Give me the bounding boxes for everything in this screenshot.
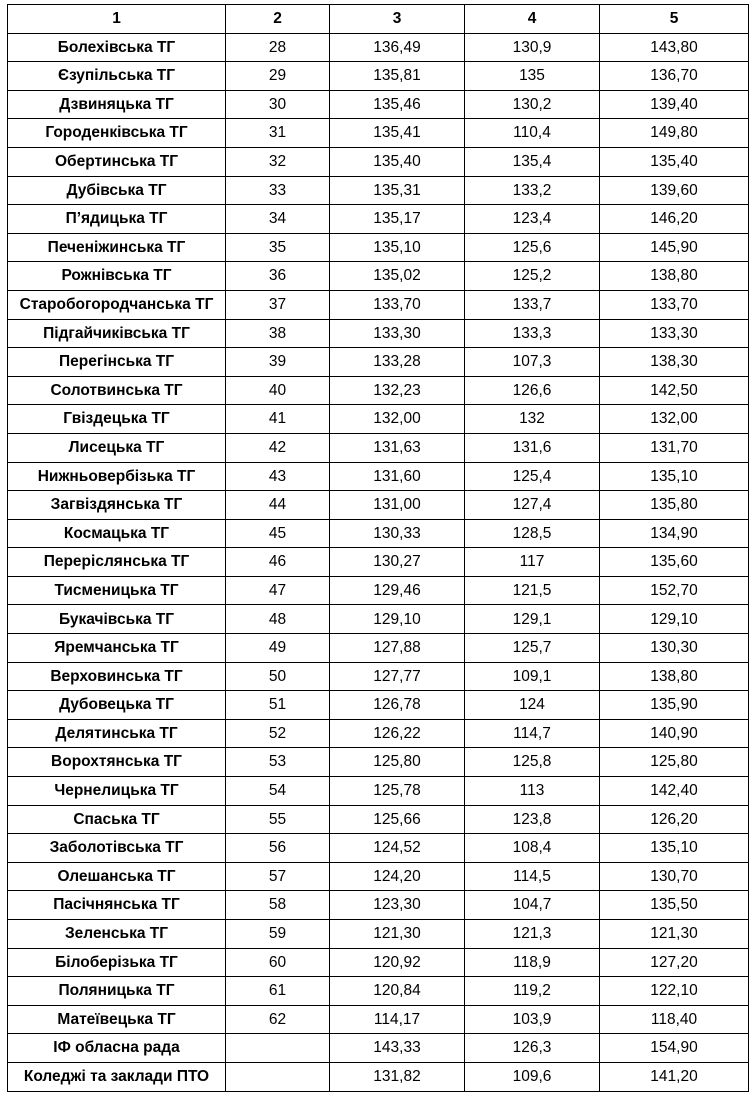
rank-cell: 53	[226, 748, 330, 777]
value-cell-5: 132,00	[600, 405, 749, 434]
value-cell-4: 109,6	[465, 1062, 600, 1091]
value-cell-4: 118,9	[465, 948, 600, 977]
community-name-cell: Дубовецька ТГ	[8, 691, 226, 720]
rank-cell: 42	[226, 433, 330, 462]
value-cell-3: 135,46	[330, 90, 465, 119]
value-cell-4: 123,8	[465, 805, 600, 834]
community-name-cell: Делятинська ТГ	[8, 719, 226, 748]
data-table	[7, 4, 749, 1092]
value-cell-5: 134,90	[600, 519, 749, 548]
column-header-2: 2	[226, 5, 330, 34]
table-row	[8, 748, 749, 777]
value-cell-3: 135,02	[330, 262, 465, 291]
table-row	[8, 948, 749, 977]
value-cell-5: 146,20	[600, 205, 749, 234]
rank-cell: 60	[226, 948, 330, 977]
community-name-cell: Печеніжинська ТГ	[8, 233, 226, 262]
value-cell-4: 125,6	[465, 233, 600, 262]
rank-cell: 62	[226, 1005, 330, 1034]
rank-cell: 52	[226, 719, 330, 748]
table-row	[8, 233, 749, 262]
value-cell-3: 135,41	[330, 119, 465, 148]
community-name-cell: Старобогородчанська ТГ	[8, 290, 226, 319]
value-cell-4: 125,7	[465, 634, 600, 663]
rank-cell: 54	[226, 777, 330, 806]
value-cell-5: 135,10	[600, 462, 749, 491]
community-name-cell: Коледжі та заклади ПТО	[8, 1062, 226, 1091]
value-cell-4: 110,4	[465, 119, 600, 148]
community-name-cell: Солотвинська ТГ	[8, 376, 226, 405]
value-cell-4: 109,1	[465, 662, 600, 691]
value-cell-5: 139,40	[600, 90, 749, 119]
community-name-cell: Олешанська ТГ	[8, 862, 226, 891]
rank-cell: 39	[226, 348, 330, 377]
table-row	[8, 1005, 749, 1034]
community-name-cell: Рожнівська ТГ	[8, 262, 226, 291]
value-cell-4: 125,4	[465, 462, 600, 491]
value-cell-3: 131,63	[330, 433, 465, 462]
value-cell-4: 126,3	[465, 1034, 600, 1063]
table-row	[8, 376, 749, 405]
value-cell-5: 130,30	[600, 634, 749, 663]
community-name-cell: Верховинська ТГ	[8, 662, 226, 691]
value-cell-3: 135,10	[330, 233, 465, 262]
value-cell-5: 135,90	[600, 691, 749, 720]
value-cell-4: 123,4	[465, 205, 600, 234]
value-cell-5: 129,10	[600, 605, 749, 634]
table-row	[8, 348, 749, 377]
value-cell-3: 130,27	[330, 548, 465, 577]
rank-cell: 40	[226, 376, 330, 405]
community-name-cell: Букачівська ТГ	[8, 605, 226, 634]
community-name-cell: Єзупільська ТГ	[8, 62, 226, 91]
value-cell-5: 118,40	[600, 1005, 749, 1034]
value-cell-4: 117	[465, 548, 600, 577]
value-cell-5: 149,80	[600, 119, 749, 148]
value-cell-5: 152,70	[600, 576, 749, 605]
rank-cell: 57	[226, 862, 330, 891]
value-cell-4: 114,5	[465, 862, 600, 891]
community-name-cell: Обертинська ТГ	[8, 147, 226, 176]
data-table-container	[7, 4, 748, 1092]
value-cell-4: 104,7	[465, 891, 600, 920]
value-cell-3: 125,80	[330, 748, 465, 777]
value-cell-4: 133,7	[465, 290, 600, 319]
rank-cell: 46	[226, 548, 330, 577]
table-row	[8, 290, 749, 319]
rank-cell: 50	[226, 662, 330, 691]
value-cell-5: 135,10	[600, 834, 749, 863]
value-cell-5: 122,10	[600, 977, 749, 1006]
value-cell-5: 138,80	[600, 262, 749, 291]
value-cell-3: 131,60	[330, 462, 465, 491]
value-cell-5: 139,60	[600, 176, 749, 205]
community-name-cell: Підгайчиківська ТГ	[8, 319, 226, 348]
value-cell-3: 124,52	[330, 834, 465, 863]
value-cell-3: 143,33	[330, 1034, 465, 1063]
community-name-cell: Переріслянська ТГ	[8, 548, 226, 577]
value-cell-5: 140,90	[600, 719, 749, 748]
table-row	[8, 605, 749, 634]
table-row	[8, 634, 749, 663]
community-name-cell: Пасічнянська ТГ	[8, 891, 226, 920]
value-cell-3: 133,30	[330, 319, 465, 348]
value-cell-5: 121,30	[600, 920, 749, 949]
rank-cell: 44	[226, 491, 330, 520]
value-cell-5: 141,20	[600, 1062, 749, 1091]
value-cell-5: 142,50	[600, 376, 749, 405]
rank-cell: 56	[226, 834, 330, 863]
rank-cell: 36	[226, 262, 330, 291]
community-name-cell: Загвіздянська ТГ	[8, 491, 226, 520]
rank-cell: 35	[226, 233, 330, 262]
table-row	[8, 462, 749, 491]
table-row	[8, 834, 749, 863]
table-row	[8, 977, 749, 1006]
rank-cell: 43	[226, 462, 330, 491]
value-cell-5: 143,80	[600, 33, 749, 62]
value-cell-4: 125,2	[465, 262, 600, 291]
column-header-4: 4	[465, 5, 600, 34]
value-cell-4: 127,4	[465, 491, 600, 520]
community-name-cell: Яремчанська ТГ	[8, 634, 226, 663]
value-cell-3: 124,20	[330, 862, 465, 891]
value-cell-4: 131,6	[465, 433, 600, 462]
value-cell-5: 142,40	[600, 777, 749, 806]
column-header-5: 5	[600, 5, 749, 34]
community-name-cell: Спаська ТГ	[8, 805, 226, 834]
community-name-cell: Матеївецька ТГ	[8, 1005, 226, 1034]
value-cell-4: 128,5	[465, 519, 600, 548]
value-cell-3: 131,00	[330, 491, 465, 520]
rank-cell: 30	[226, 90, 330, 119]
value-cell-4: 135	[465, 62, 600, 91]
value-cell-3: 127,77	[330, 662, 465, 691]
value-cell-4: 133,2	[465, 176, 600, 205]
value-cell-4: 103,9	[465, 1005, 600, 1034]
value-cell-5: 133,30	[600, 319, 749, 348]
value-cell-3: 120,92	[330, 948, 465, 977]
value-cell-3: 123,30	[330, 891, 465, 920]
value-cell-4: 124	[465, 691, 600, 720]
value-cell-3: 136,49	[330, 33, 465, 62]
column-header-3: 3	[330, 5, 465, 34]
value-cell-3: 127,88	[330, 634, 465, 663]
value-cell-4: 125,8	[465, 748, 600, 777]
table-row	[8, 433, 749, 462]
value-cell-3: 135,17	[330, 205, 465, 234]
table-row	[8, 1034, 749, 1063]
value-cell-5: 126,20	[600, 805, 749, 834]
value-cell-4: 135,4	[465, 147, 600, 176]
table-row	[8, 662, 749, 691]
table-row	[8, 691, 749, 720]
value-cell-5: 135,60	[600, 548, 749, 577]
value-cell-3: 135,40	[330, 147, 465, 176]
rank-cell: 58	[226, 891, 330, 920]
table-header	[8, 5, 749, 34]
value-cell-3: 126,78	[330, 691, 465, 720]
table-row	[8, 319, 749, 348]
community-name-cell: Дзвиняцька ТГ	[8, 90, 226, 119]
rank-cell: 41	[226, 405, 330, 434]
rank-cell: 34	[226, 205, 330, 234]
rank-cell: 33	[226, 176, 330, 205]
value-cell-4: 108,4	[465, 834, 600, 863]
community-name-cell: П’ядицька ТГ	[8, 205, 226, 234]
value-cell-4: 119,2	[465, 977, 600, 1006]
value-cell-4: 114,7	[465, 719, 600, 748]
value-cell-3: 131,82	[330, 1062, 465, 1091]
value-cell-4: 107,3	[465, 348, 600, 377]
value-cell-4: 121,5	[465, 576, 600, 605]
value-cell-3: 121,30	[330, 920, 465, 949]
community-name-cell: Лисецька ТГ	[8, 433, 226, 462]
table-row	[8, 262, 749, 291]
value-cell-5: 130,70	[600, 862, 749, 891]
table-row	[8, 576, 749, 605]
table-row	[8, 1062, 749, 1091]
community-name-cell: Городенківська ТГ	[8, 119, 226, 148]
community-name-cell: Перегінська ТГ	[8, 348, 226, 377]
table-row	[8, 920, 749, 949]
community-name-cell: Зеленська ТГ	[8, 920, 226, 949]
community-name-cell: Білоберізька ТГ	[8, 948, 226, 977]
rank-cell: 28	[226, 33, 330, 62]
value-cell-4: 129,1	[465, 605, 600, 634]
value-cell-5: 125,80	[600, 748, 749, 777]
table-row	[8, 862, 749, 891]
rank-cell: 51	[226, 691, 330, 720]
header-row	[8, 5, 749, 34]
value-cell-3: 129,46	[330, 576, 465, 605]
community-name-cell: Поляницька ТГ	[8, 977, 226, 1006]
table-row	[8, 405, 749, 434]
table-row	[8, 548, 749, 577]
value-cell-5: 138,80	[600, 662, 749, 691]
community-name-cell: Чернелицька ТГ	[8, 777, 226, 806]
rank-cell: 55	[226, 805, 330, 834]
value-cell-5: 135,50	[600, 891, 749, 920]
value-cell-4: 121,3	[465, 920, 600, 949]
table-row	[8, 891, 749, 920]
value-cell-5: 133,70	[600, 290, 749, 319]
value-cell-3: 133,28	[330, 348, 465, 377]
value-cell-5: 131,70	[600, 433, 749, 462]
value-cell-3: 132,00	[330, 405, 465, 434]
value-cell-3: 125,66	[330, 805, 465, 834]
rank-cell: 31	[226, 119, 330, 148]
table-body	[8, 33, 749, 1091]
rank-cell: 29	[226, 62, 330, 91]
value-cell-5: 135,80	[600, 491, 749, 520]
community-name-cell: Тисменицька ТГ	[8, 576, 226, 605]
value-cell-3: 135,31	[330, 176, 465, 205]
rank-cell: 61	[226, 977, 330, 1006]
community-name-cell: Гвіздецька ТГ	[8, 405, 226, 434]
column-header-1: 1	[8, 5, 226, 34]
value-cell-5: 145,90	[600, 233, 749, 262]
table-row	[8, 519, 749, 548]
rank-cell: 45	[226, 519, 330, 548]
community-name-cell: Нижньовербізька ТГ	[8, 462, 226, 491]
community-name-cell: Ворохтянська ТГ	[8, 748, 226, 777]
table-row	[8, 491, 749, 520]
value-cell-5: 127,20	[600, 948, 749, 977]
table-row	[8, 777, 749, 806]
rank-cell: 59	[226, 920, 330, 949]
community-name-cell: Дубівська ТГ	[8, 176, 226, 205]
table-row	[8, 176, 749, 205]
value-cell-4: 126,6	[465, 376, 600, 405]
rank-cell: 32	[226, 147, 330, 176]
value-cell-3: 126,22	[330, 719, 465, 748]
value-cell-3: 129,10	[330, 605, 465, 634]
community-name-cell: ІФ обласна рада	[8, 1034, 226, 1063]
value-cell-4: 113	[465, 777, 600, 806]
value-cell-4: 132	[465, 405, 600, 434]
rank-cell: 48	[226, 605, 330, 634]
value-cell-4: 130,9	[465, 33, 600, 62]
rank-cell	[226, 1034, 330, 1063]
value-cell-5: 138,30	[600, 348, 749, 377]
rank-cell	[226, 1062, 330, 1091]
value-cell-3: 130,33	[330, 519, 465, 548]
value-cell-5: 154,90	[600, 1034, 749, 1063]
table-row	[8, 62, 749, 91]
value-cell-3: 132,23	[330, 376, 465, 405]
value-cell-3: 114,17	[330, 1005, 465, 1034]
value-cell-3: 125,78	[330, 777, 465, 806]
rank-cell: 47	[226, 576, 330, 605]
table-row	[8, 805, 749, 834]
rank-cell: 38	[226, 319, 330, 348]
rank-cell: 37	[226, 290, 330, 319]
table-row	[8, 205, 749, 234]
table-row	[8, 90, 749, 119]
community-name-cell: Заболотівська ТГ	[8, 834, 226, 863]
value-cell-3: 120,84	[330, 977, 465, 1006]
table-row	[8, 119, 749, 148]
value-cell-4: 133,3	[465, 319, 600, 348]
value-cell-3: 135,81	[330, 62, 465, 91]
community-name-cell: Болехівська ТГ	[8, 33, 226, 62]
rank-cell: 49	[226, 634, 330, 663]
value-cell-5: 135,40	[600, 147, 749, 176]
value-cell-5: 136,70	[600, 62, 749, 91]
value-cell-4: 130,2	[465, 90, 600, 119]
community-name-cell: Космацька ТГ	[8, 519, 226, 548]
table-row	[8, 719, 749, 748]
table-row	[8, 147, 749, 176]
table-row	[8, 33, 749, 62]
value-cell-3: 133,70	[330, 290, 465, 319]
